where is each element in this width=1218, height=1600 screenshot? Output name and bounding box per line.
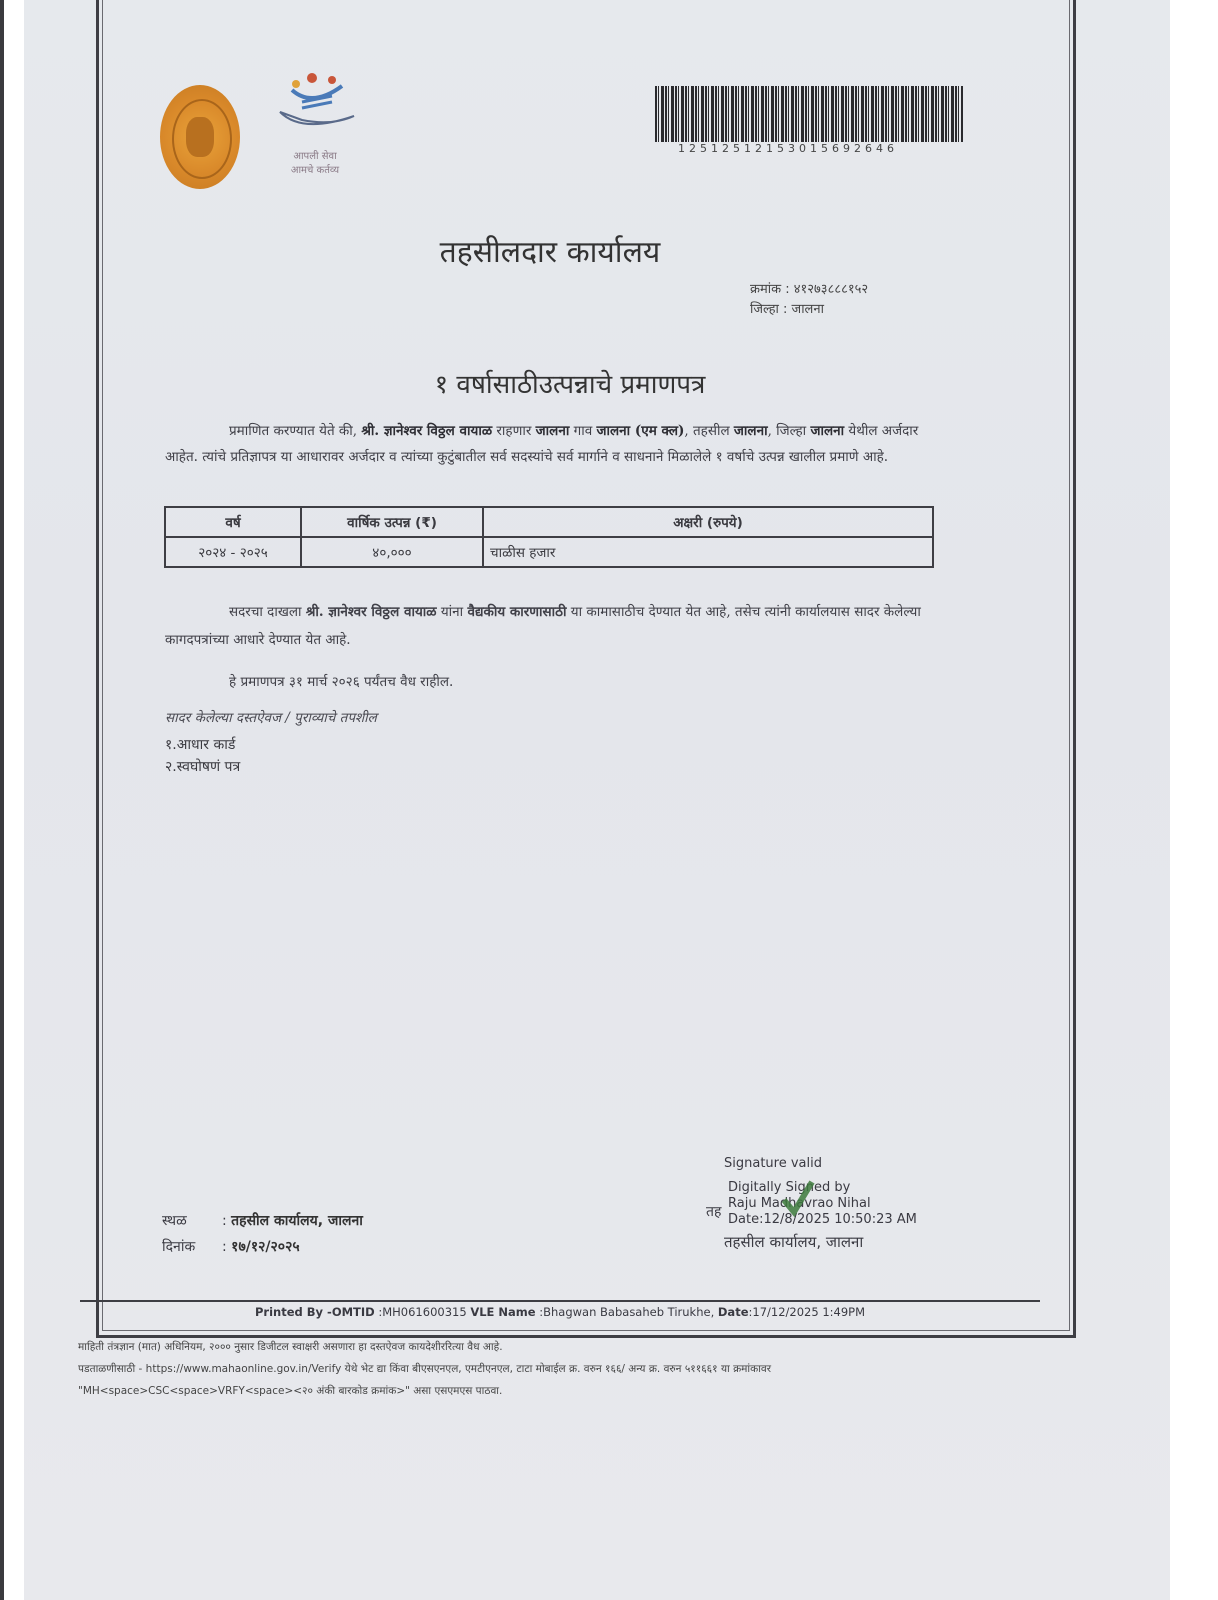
certification-paragraph: प्रमाणित करण्यात येते की, श्री. ज्ञानेश्वर विठ्ठल वायाळ राहणार जालना गाव जालना (एम क्ल), तहसील जालना, जिल्हा जालना येथील अर्जदार आहेत. त्यांचे प्रतिज्ञापत्र या आधारावर अर्जदार व त्यांच्या कुटुंबातील सर्व सदस्यांचे सर्व मार्गाने व साधनाने मिळालेले १ वर्षाचे उत्पन्न खालील प्रमाणे आहे.	[165, 423, 919, 465]
signatory-office: तहसील कार्यालय, जालना	[724, 1233, 864, 1251]
place-date-block: स्थळ : तहसील कार्यालय, जालना दिनांक : १७/१२/२०२५	[162, 1208, 363, 1260]
aaple-sarkar-logo-icon	[272, 68, 362, 138]
col-income-header: वार्षिक उत्पन्न (₹)	[301, 507, 483, 537]
table-row	[165, 537, 933, 567]
place-value: तहसील कार्यालय, जालना	[231, 1213, 363, 1229]
district-label: जिल्हा :	[750, 302, 788, 317]
barcode-number: 12512512153015692646	[678, 142, 898, 155]
income-cell: ४०,०००	[301, 537, 483, 567]
year-cell: २०२४ - २०२५	[165, 537, 301, 567]
place-label: स्थळ	[162, 1213, 187, 1229]
applicant-name: श्री. ज्ञानेश्वर विठ्ठल वायाळ	[361, 423, 493, 439]
barcode	[655, 86, 963, 142]
reference-block	[750, 280, 868, 320]
date-label: दिनांक	[162, 1239, 196, 1255]
income-table	[164, 506, 934, 568]
signature-status: Signature valid	[724, 1156, 822, 1171]
photo-edge	[0, 0, 4, 1600]
printed-by-line: Printed By -OMTID :MH061600315 VLE Name :Bhagwan Babasaheb Tirukhe, Date:17/12/2025 1:49PM	[80, 1300, 1040, 1319]
col-year-header: वर्ष	[165, 507, 301, 537]
certificate-title: १ वर्षासाठीउत्पन्नाचे प्रमाणपत्र	[434, 370, 706, 400]
digital-signature: Signature valid Digitally Signed by तह Raju Madhavrao Nihal Date:12/8/2025 10:50:23 AM	[706, 1156, 917, 1227]
purpose: वैद्यकीय कारणासाठी	[467, 604, 567, 620]
district-value: जालना	[791, 302, 824, 317]
legal-footer: माहिती तंत्रज्ञान (मात) अधिनियम, २००० नुसार डिजीटल स्वाक्षरी असणारा हा दस्तऐवज कायदेशीररित्या वैध आहे. पडताळणीसाठी - https://www.mahaonline.gov.in/Verify येथे भेट द्या किंवा बीएसएनएल, एमटीएनएल, टाटा मोबाईल क्र. वरुन १६६/ अन्य क्र. वरुन ५११६६१ या क्रमांकावर "MH<space>CSC<space>VRFY<space><२० अंकी बारकोड क्रमांक>" असा एसएमएस पाठवा.	[78, 1341, 772, 1397]
list-item: १.आधार कार्ड	[165, 737, 236, 753]
reference-number-label: क्रमांक :	[750, 282, 790, 297]
documents-list	[165, 734, 240, 778]
reference-number: ४१२७३८८८१५२	[793, 282, 869, 297]
list-item: २.स्वघोषणं पत्र	[165, 759, 241, 775]
seva-logo-caption: आपली सेवा आमचे कर्तव्य	[290, 151, 340, 176]
validity-text: हे प्रमाणपत्र ३१ मार्च २०२६ पर्यंतच वैध राहील.	[229, 674, 454, 690]
page-border-inner	[102, 0, 1070, 1331]
date-value: १७/१२/२०२५	[231, 1239, 300, 1255]
words-cell: चाळीस हजार	[483, 537, 933, 567]
purpose-paragraph: सदरचा दाखला श्री. ज्ञानेश्वर विठ्ठल वायाळ यांना वैद्यकीय कारणासाठी या कामासाठीच देण्यात येत आहे, तसेच त्यांनी कार्यालयास सादर केलेल्या कागदपत्रांच्या आधारे देण्यात येत आहे.	[165, 604, 921, 648]
documents-heading: सादर केलेल्या दस्तऐवज / पुराव्याचे तपशील	[165, 710, 377, 726]
maharashtra-emblem-icon	[160, 85, 240, 189]
signature-check-icon	[780, 1178, 816, 1218]
col-words-header: अक्षरी (रुपये)	[483, 507, 933, 537]
office-title: तहसीलदार कार्यालय	[439, 235, 661, 270]
